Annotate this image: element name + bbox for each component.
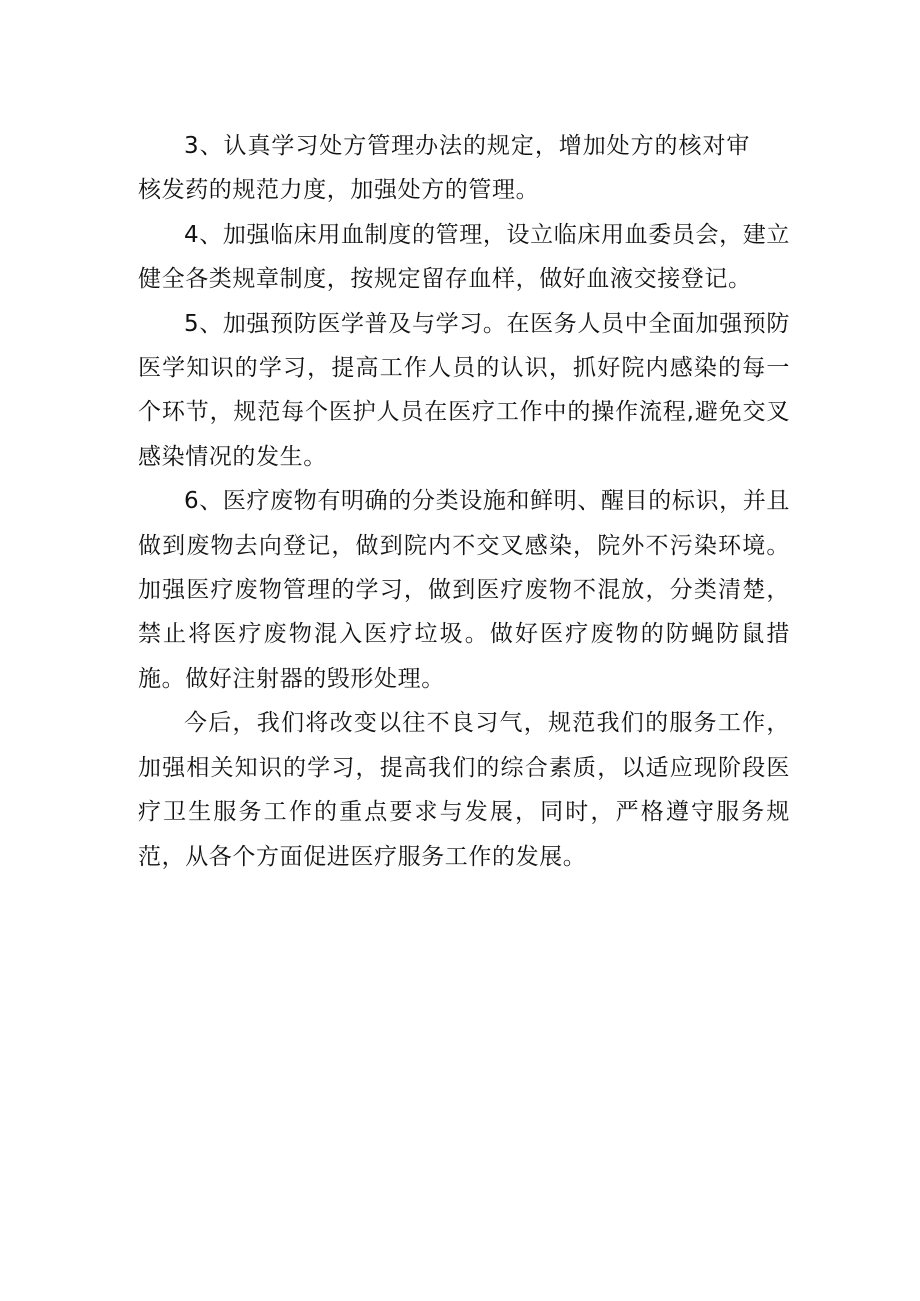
paragraph-item-4: 4、加强临床用血制度的管理，设立临床用血委员会，建立健全各类规章制度，按规定留存血样，做好血液交接登记。: [138, 221, 790, 293]
document-body: [138, 124, 790, 879]
paragraph-conclusion: 今后，我们将改变以往不良习气，规范我们的服务工作，加强相关知识的学习，提高我们的综合素质，以适应现阶段医疗卫生服务工作的重点要求与发展，同时，严格遵守服务规范，从各个方面促进医疗服务工作的发展。: [138, 710, 790, 870]
paragraph-item-3: 3、认真学习处方管理办法的规定，增加处方的核对审核发药的规范力度，加强处方的管理。: [138, 133, 750, 204]
paragraph-item-6: 6、医疗废物有明确的分类设施和鲜明、醒目的标识，并且做到废物去向登记，做到院内不交叉感染，院外不污染环境。加强医疗废物管理的学习，做到医疗废物不混放，分类清楚，禁止将医疗废物混入医疗垃圾。做好医疗废物的防蝇防鼠措施。做好注射器的毁形处理。: [138, 488, 790, 692]
paragraph-item-5: 5、加强预防医学普及与学习。在医务人员中全面加强预防医学知识的学习，提高工作人员的认识，抓好院内感染的每一个环节，规范每个医护人员在医疗工作中的操作流程,避免交叉感染情况的发生。: [138, 310, 790, 470]
